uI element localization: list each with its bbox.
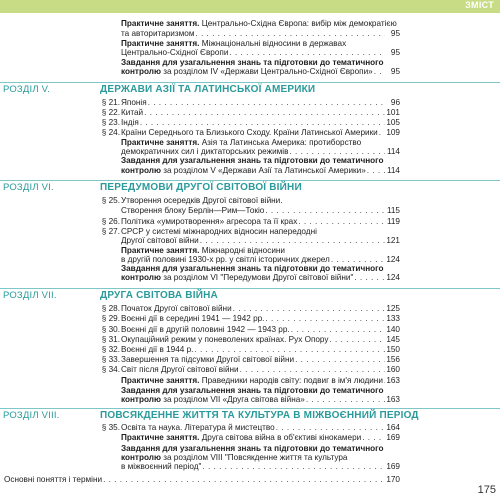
glossary-label: Основні поняття і терміни [4,475,103,484]
entry-page: 133 [386,314,400,323]
entry-plain-text: демократичних сил і диктаторських режимів [121,147,289,156]
paragraph-number: § 28. [101,304,120,313]
entry-page: 115 [386,206,400,215]
toc-entry[interactable] [101,325,400,335]
entry-plain-text: Початок Другої світової війни [121,304,232,313]
entry-bold-text: Завдання для узагальнення знань та підготовки до тематичного [121,264,384,273]
entry-page: 101 [386,108,400,117]
entry-plain-text: за розділом VI "Передумови Другої світової війни" [160,273,354,282]
entry-plain-text: Японія [121,98,147,107]
entry-plain-text: Друга світова війна в об'єктиві кінокамери [199,433,362,442]
entry-page: 95 [390,67,400,76]
entry-text [121,206,264,216]
entry-page: 114 [386,166,400,175]
entry-page: 96 [390,98,400,107]
section-title[interactable]: ДЕРЖАВИ АЗІЇ ТА ЛАТИНСЬКОЇ АМЕРИКИ [100,84,316,95]
entry-bold-text: Завдання для узагальнення знань та підготовки до тематичного [121,156,384,165]
entry-plain-text: Окупаційний режим у поневолених країнах. Рух Опору [121,335,329,344]
section-divider [0,180,500,181]
entry-text [121,325,290,335]
entry-page: 125 [386,304,400,313]
entry-plain-text: Завершення та підсумки Другої світової війни [121,355,295,364]
entry-plain-text: за розділом VII «Друга світова війна» [160,395,305,404]
entry-text [121,236,199,246]
entry-text [121,462,201,472]
toc-entry[interactable] [101,365,400,375]
dot-leader [291,325,385,335]
paragraph-number: § 33. [101,355,120,364]
entry-text [121,98,147,108]
entry-page: 95 [390,48,400,57]
entry-bold-text: Практичне заняття. [121,246,200,255]
entry-plain-text: в міжвоєнний період" [121,462,202,471]
section-label: РОЗДІЛ VIII. [3,410,60,421]
entry-plain-text: в другій половині 1930-х рр. у світлі історичних джерел [121,255,330,264]
entry-plain-text: Міжнародні відносини [199,246,285,255]
entry-text [121,108,143,118]
entry-text [121,304,232,314]
entry-text [121,345,193,355]
entry-bold-text: Практичне заняття. [121,19,200,28]
dot-leader [367,166,385,176]
entry-plain-text: Створення блоку Берлін—Рим—Токіо [121,206,265,215]
toc-entry[interactable] [121,462,400,472]
glossary-entry[interactable] [4,475,400,485]
section-divider [0,288,500,289]
section-label: РОЗДІЛ VII. [3,290,57,301]
section-title[interactable]: ДРУГА СВІТОВА ВІЙНА [100,290,218,301]
entry-page: 105 [386,118,400,127]
entry-plain-text: Центрально-Східної Європи [121,48,229,57]
entry-text [121,128,378,138]
entry-text [121,19,397,29]
entry-plain-text: Політика «умиротворення» агресора та її крах [121,217,298,226]
entry-bold-text: контролю [121,273,161,282]
paragraph-number: § 23. [101,118,120,127]
toc-entry[interactable] [121,273,400,283]
toc-entry[interactable] [121,29,400,39]
entry-bold-text: Практичне заняття. [121,138,200,147]
entry-text [121,335,329,345]
dot-leader [200,236,385,246]
toc-entry[interactable] [101,118,400,128]
entry-plain-text: Світ після Другої світової війни [121,365,239,374]
paragraph-number: § 29. [101,314,120,323]
entry-bold-text: контролю [121,395,161,404]
dot-leader [202,462,385,472]
entry-page: 124 [386,273,400,282]
paragraph-number: § 31. [101,335,120,344]
entry-text [121,376,383,386]
entry-page: 150 [386,345,400,354]
section-label: РОЗДІЛ VI. [3,182,54,193]
section-title[interactable]: ПОВСЯКДЕННЕ ЖИТТЯ ТА КУЛЬТУРА В МІЖВОЄННИЙ ПЕРІОД [100,410,419,421]
dot-leader [195,29,385,39]
toc-entry[interactable] [121,67,400,77]
dot-leader [265,314,385,324]
entry-bold-text: контролю [121,453,161,462]
entry-page: 164 [386,423,400,432]
entry-page: 163 [386,395,400,404]
paragraph-number: § 26. [101,217,120,226]
entry-text [121,217,297,227]
dot-leader [362,433,385,443]
header-title: ЗМІСТ [465,0,494,10]
entry-page: 140 [386,325,400,334]
entry-text [121,314,264,324]
dot-leader [233,304,385,314]
entry-text [121,118,139,128]
paragraph-number: § 24. [101,128,120,137]
toc-entry[interactable] [101,128,400,138]
entry-text [121,156,383,166]
entry-bold-text: Завдання для узагальнення знань та підготовки до тематичного [121,58,384,67]
entry-page: 169 [386,433,400,442]
entry-page: 169 [386,462,400,471]
entry-text [121,355,294,365]
entry-text [121,433,361,443]
dot-leader [354,273,385,283]
entry-plain-text: Праведники народів світу: подвиг в ім'я людини [199,376,383,385]
toc-entry[interactable] [101,217,400,227]
paragraph-number: § 35. [101,423,120,432]
entry-text [121,48,228,58]
paragraph-number: § 25. [101,196,120,205]
entry-page: 119 [386,217,400,226]
entry-text [121,395,305,405]
toc-entry[interactable] [121,236,400,246]
glossary-page: 170 [386,475,400,484]
paragraph-number: § 34. [101,365,120,374]
entry-page: 109 [386,128,400,137]
entry-page: 114 [386,147,400,156]
toc-entry[interactable] [101,304,400,314]
dot-leader [330,335,386,345]
entry-plain-text: Воєнні дії в 1944 р. [121,345,194,354]
page-number: 175 [477,484,496,496]
paragraph-number: § 32. [101,345,120,354]
dot-leader [379,128,385,138]
toc-entry[interactable] [121,166,400,176]
entry-plain-text: Освіта та наука. Література й мистецтво [121,423,275,432]
entry-bold-text: Практичне заняття. [121,433,200,442]
dot-leader [229,48,385,58]
toc-entry[interactable] [121,48,400,58]
entry-page: 124 [386,255,400,264]
entry-text [121,365,239,375]
toc-entry[interactable] [101,196,400,206]
entry-page: 156 [386,355,400,364]
entry-plain-text: за розділом IV «Держави Центрально-Східної Європи» [160,67,373,76]
dot-leader [144,108,385,118]
toc-entry[interactable] [101,314,400,324]
dot-leader [276,423,385,433]
toc-entry[interactable] [101,108,400,118]
toc-entry[interactable] [101,355,400,365]
header-bar [0,0,500,13]
dot-leader [140,118,385,128]
entry-plain-text: Другої світової війни [121,236,199,245]
entry-text [121,67,373,77]
entry-plain-text: за розділом V «Держави Азії та Латинської Америки» [160,166,366,175]
dot-leader [374,67,385,77]
toc-entry[interactable] [101,335,400,345]
entry-plain-text: Утворення осередків Другої світової війни. [121,196,283,205]
toc-entry[interactable] [101,98,400,108]
toc-entry[interactable] [121,156,400,166]
entry-bold-text: контролю [121,166,161,175]
section-label: РОЗДІЛ V. [3,84,51,95]
dot-leader [306,395,385,405]
entry-text [121,166,366,176]
entry-bold-text: Практичне заняття. [121,376,200,385]
entry-plain-text: Центрально-Східна Європа: вибір між демократією [199,19,397,28]
entry-plain-text: Країни Середнього та Близького Сходу. Країни Латинської Америки [121,128,378,137]
entry-plain-text: Китай [121,108,144,117]
entry-page: 160 [386,365,400,374]
entry-bold-text: Практичне заняття. [121,39,200,48]
toc-entry[interactable] [121,376,400,386]
entry-bold-text: Завдання для узагальнення знань та підготовки до тематичного [121,444,384,453]
paragraph-number: § 22. [101,108,120,117]
entry-bold-text: Завдання для узагальнення знань та підготовки до тематичного [121,386,384,395]
section-divider [0,408,500,409]
toc-entry[interactable] [121,395,400,405]
paragraph-number: § 27. [101,227,120,236]
paragraph-number: § 21. [101,98,120,107]
dot-leader [298,217,385,227]
dot-leader [384,376,385,386]
entry-text [121,29,194,39]
entry-plain-text: за розділом VIII "Повсякденне життя та культура [160,453,348,462]
dot-leader [103,475,385,485]
entry-plain-text: та авторитаризмом [121,29,195,38]
dot-leader [240,365,385,375]
section-divider [0,82,500,83]
entry-plain-text: Індія [121,118,139,127]
entry-page: 163 [386,376,400,385]
entry-page: 145 [386,335,400,344]
entry-page: 95 [390,29,400,38]
entry-plain-text: Міжнаціональні відносини в державах [199,39,347,48]
dot-leader [265,206,385,216]
entry-plain-text: СРСР у системі міжнародних відносин напередодні [121,227,317,236]
section-title[interactable]: ПЕРЕДУМОВИ ДРУГОЇ СВІТОВОЇ ВІЙНИ [100,182,302,193]
dot-leader [194,345,385,355]
entry-text [121,196,283,206]
toc-entry[interactable] [121,19,400,29]
dot-leader [295,355,385,365]
entry-plain-text: Воєнні дії в середині 1941 — 1942 рр. [121,314,265,323]
toc-entry[interactable] [121,206,400,216]
toc-entry[interactable] [101,423,400,433]
paragraph-number: § 30. [101,325,120,334]
entry-bold-text: контролю [121,67,161,76]
entry-plain-text: Воєнні дії в другій половині 1942 — 1943 рр. [121,325,290,334]
dot-leader [148,98,385,108]
entry-text [121,273,353,283]
entry-page: 121 [386,236,400,245]
entry-plain-text: Азія та Латинська Америка: протиборство [199,138,362,147]
toc-entry[interactable] [101,345,400,355]
toc-entry[interactable] [121,433,400,443]
entry-text [121,423,275,433]
